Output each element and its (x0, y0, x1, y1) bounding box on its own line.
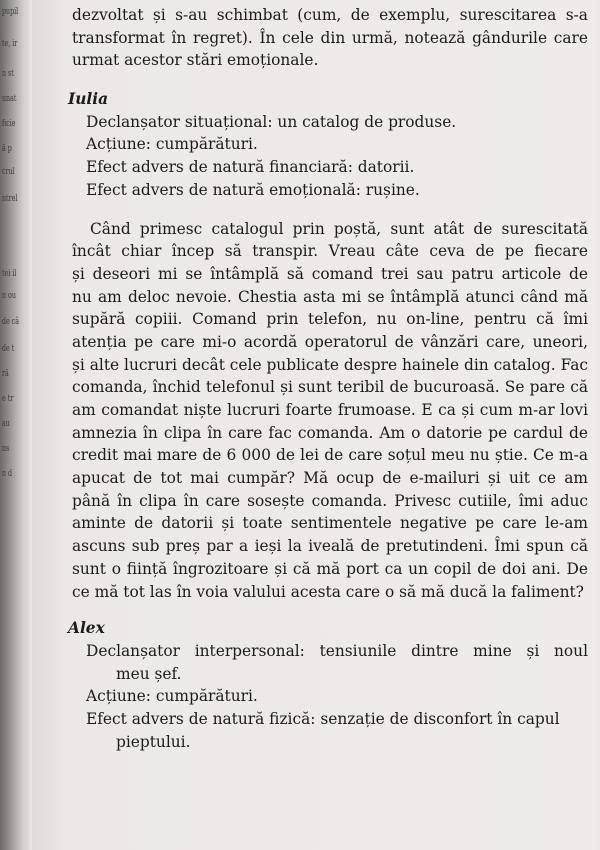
paragraph-line: Când primesc catalogul prin poștă, sunt atât de surescitată (90, 219, 588, 238)
spacer (68, 72, 588, 88)
margin-fragment: crul (2, 167, 15, 177)
paragraph-line: încât chiar încep să transpir. Vreau câte ceva de pe fiecare (72, 242, 588, 261)
iulia-item: Acțiune: cumpărături. (86, 135, 258, 154)
paragraph-line: amnezia în clipa în care fac comanda. Am o datorie pe cardul de (72, 423, 588, 442)
margin-fragment: pupil (2, 7, 19, 17)
paragraph-line: supără copiii. Comand prin telefon, nu on-line, pentru că îmi (72, 310, 588, 329)
alex-item-continuation: meu șef. (116, 664, 182, 683)
alex-item: Acțiune: cumpărături. (86, 687, 258, 706)
iulia-item: Efect advers de natură financiară: datorii. (86, 158, 415, 177)
margin-fragment: ă p (2, 144, 12, 154)
alex-item: Efect advers de natură fizică: senzație de disconfort în capul (86, 709, 560, 728)
spacer (68, 202, 588, 218)
margin-fragment: ficie (2, 119, 16, 129)
margin-fragment: ră (2, 369, 9, 379)
paragraph-line: comanda, închid telefonul și sunt teribil de bucuroasă. Se pare că (72, 378, 588, 397)
paragraph-line: ascuns sub preș par a ieși la iveală de pretutindeni. Îmi spun că (72, 537, 588, 556)
margin-fragment: te, ir (2, 39, 18, 49)
margin-fragment: tei il (2, 269, 17, 279)
paragraph-line: ce mă tot las în voia valului acesta care o să mă ducă la faliment? (72, 582, 584, 601)
paragraph-line: și alte lucruri decât cele publicate despre hainele din catalog. Fac (72, 355, 588, 374)
iulia-item: Declanșator situațional: un catalog de produse. (86, 112, 457, 131)
adjacent-page-edge (0, 0, 30, 850)
paragraph-line: apucat de tot mai cumpăr? Mă ocup de e-mailuri și uit ce am (72, 469, 588, 488)
margin-fragment: unat (2, 94, 17, 104)
case-name-iulia: Iulia (68, 90, 109, 109)
margin-fragment: e tr (2, 394, 14, 404)
margin-fragment: ns (2, 444, 10, 454)
paragraph-line: credit mai mare de 6 000 de lei de care soțul meu nu știe. Ce m-a (72, 446, 588, 465)
paragraph-line: aminte de datorii și toate sentimentele negative pe care le-am (72, 514, 588, 533)
alex-item: Declanșator interpersonal: tensiunile dintre mine și noul (86, 641, 588, 660)
margin-fragment: de cȃ (2, 317, 20, 327)
paragraph-line: și deseori mi se întâmplă să comand trei sau patru articole de (72, 264, 588, 283)
paragraph-line: până în clipa în care sosește comanda. Privesc cutiile, îmi aduc (72, 491, 588, 510)
book-page (32, 0, 597, 850)
margin-fragment: n st (2, 69, 14, 79)
spacer (68, 603, 588, 617)
intro-line: dezvoltat și s-au schimbat (cum, de exemplu, surescitarea s-a (72, 6, 588, 24)
margin-fragment: au (2, 419, 10, 429)
alex-item-continuation: pieptului. (116, 732, 191, 751)
page-text (68, 4, 588, 753)
margin-fragment: de t (2, 344, 15, 354)
intro-line: transformat în regret). În cele din urmă, notează gândurile care (72, 28, 588, 47)
iulia-item: Efect advers de natură emoțională: rușine. (86, 180, 420, 199)
paragraph-line: nu am deloc nevoie. Chestia asta mi se întâmplă atunci când mă (72, 287, 588, 306)
paragraph-line: atenția pe care mi-o acordă operatorul de vânzări care, uneori, (72, 332, 588, 351)
intro-line: urmat acestor stări emoționale. (72, 51, 319, 70)
case-name-alex: Alex (68, 619, 105, 638)
margin-fragment: n ou (2, 291, 16, 301)
paragraph-line: am comandat niște lucruri foarte frumoase. E ca și cum m-ar lovi (72, 401, 588, 419)
margin-fragment: n d (2, 469, 13, 479)
margin-fragment: ntrel (2, 194, 18, 204)
paragraph-line: sunt o ființă îngrozitoare și că mă port ca un copil de doi ani. De (72, 559, 588, 578)
